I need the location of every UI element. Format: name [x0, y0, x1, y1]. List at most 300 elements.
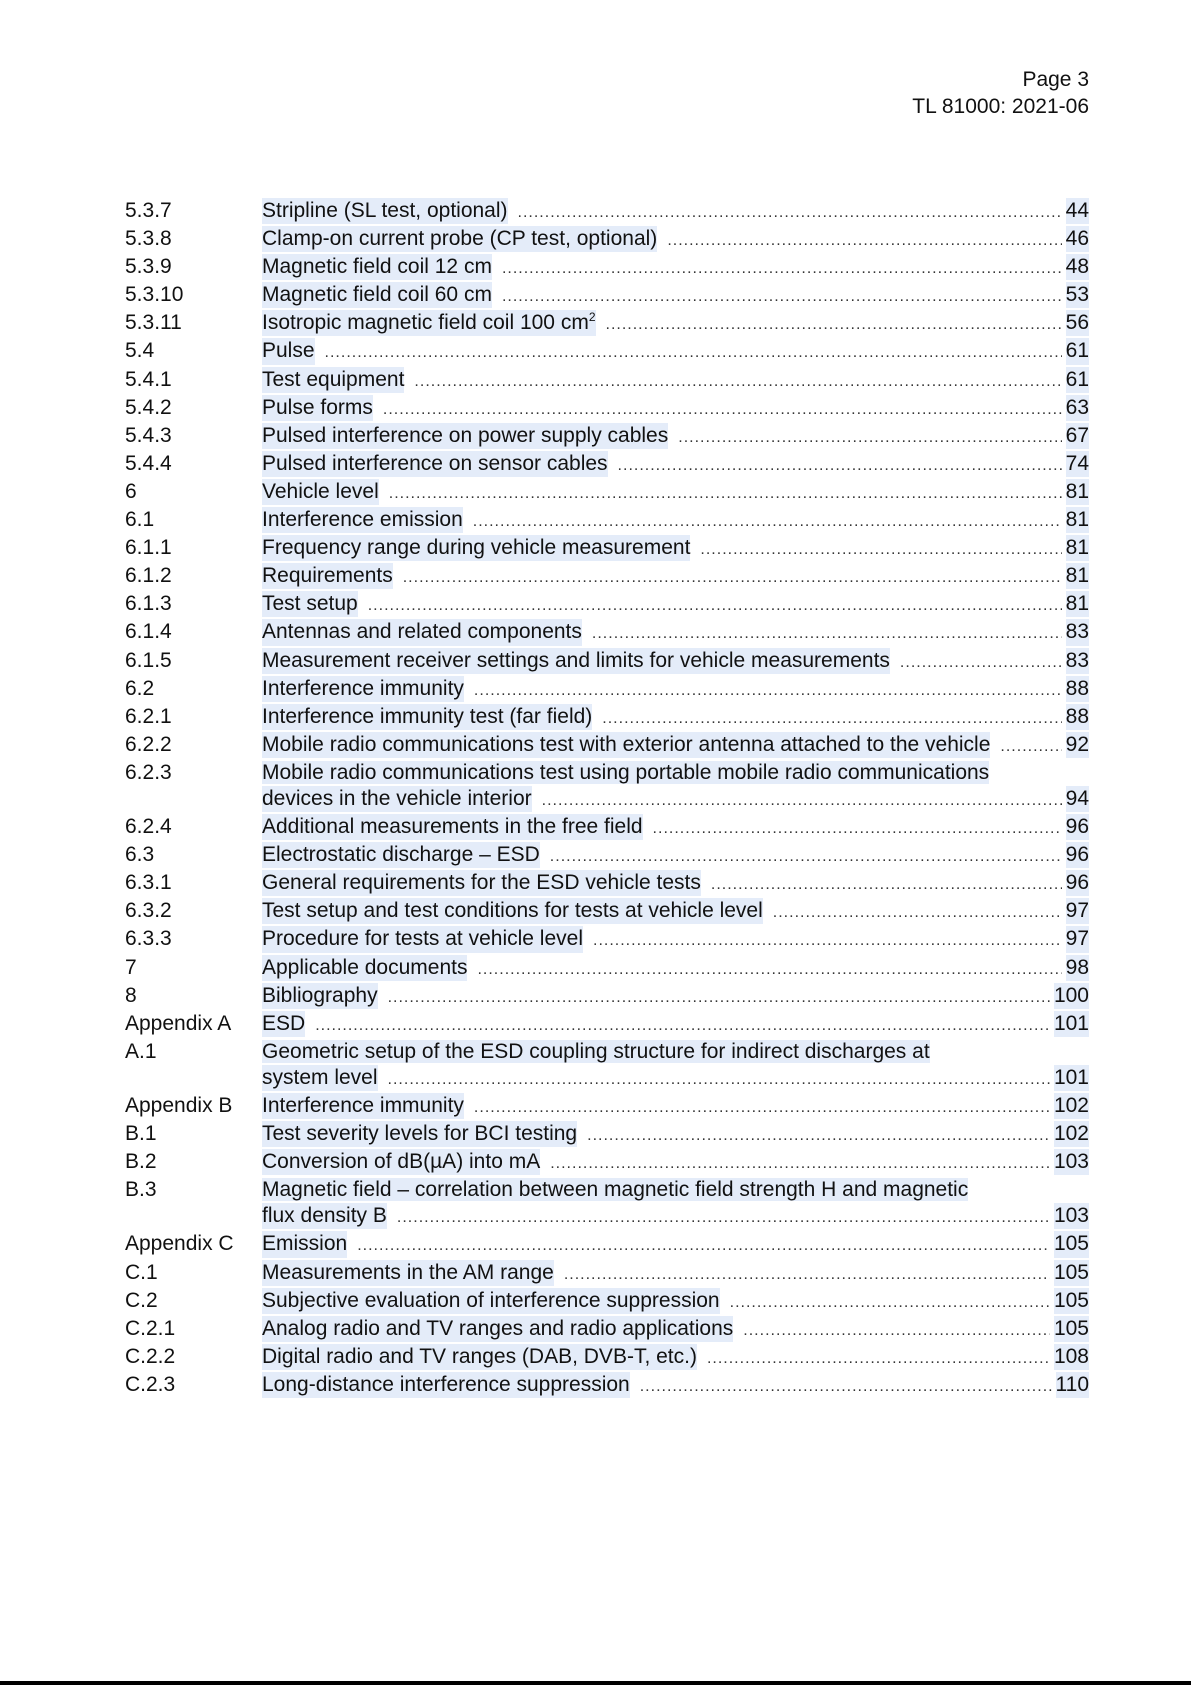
toc-entry[interactable]	[125, 395, 1089, 423]
toc-section-number: 6.1.3	[125, 592, 172, 616]
toc-entry[interactable]	[125, 760, 1089, 814]
toc-entry[interactable]	[125, 1260, 1089, 1288]
toc-title[interactable]	[262, 423, 668, 449]
toc-title[interactable]	[262, 395, 373, 421]
toc-entry[interactable]	[125, 479, 1089, 507]
toc-entry-body	[262, 732, 1089, 760]
toc-entry[interactable]	[125, 423, 1089, 451]
toc-section-number: 5.4.3	[125, 423, 172, 447]
toc-entry[interactable]	[125, 367, 1089, 395]
toc-entry[interactable]	[125, 1177, 1089, 1231]
toc-title-text: Frequency range during vehicle measurement	[262, 536, 691, 560]
toc-line	[262, 1011, 1089, 1039]
toc-title-text: Measurements in the AM range	[262, 1260, 554, 1284]
toc-title[interactable]	[262, 870, 701, 896]
toc-title-text: Clamp-on current probe (CP test, optional)	[262, 227, 658, 251]
toc-page-number[interactable]: 110	[1056, 1372, 1089, 1398]
toc-title[interactable]	[262, 1316, 733, 1342]
toc-title[interactable]	[262, 814, 643, 840]
toc-dot-leader	[502, 284, 1062, 310]
toc-title-first-line	[262, 760, 1089, 786]
toc-title-text: Antennas and related components	[262, 620, 582, 644]
toc-title-first-line	[262, 1177, 1089, 1203]
toc-section-number: 6.3	[125, 843, 155, 867]
toc-title[interactable]	[262, 535, 690, 561]
toc-entry-body	[262, 814, 1089, 842]
toc-dot-leader	[700, 537, 1061, 563]
toc-dot-leader	[550, 844, 1062, 870]
toc-entry[interactable]	[125, 1011, 1089, 1039]
toc-entry[interactable]	[125, 254, 1089, 282]
toc-title-text: Pulsed interference on power supply cables	[262, 423, 669, 447]
toc-line	[262, 926, 1089, 954]
toc-title-text: Interference emission	[262, 508, 463, 532]
toc-section-number: 6.3.2	[125, 899, 172, 923]
toc-dot-leader	[403, 565, 1062, 591]
toc-entry-body	[262, 282, 1089, 310]
toc-entry-body	[262, 226, 1089, 254]
toc-dot-leader	[707, 1346, 1050, 1372]
toc-section-number: 6.2.2	[125, 732, 172, 756]
toc-entry-body	[262, 1149, 1089, 1177]
toc-dot-leader	[730, 1290, 1050, 1316]
toc-title[interactable]	[262, 1260, 554, 1286]
toc-entry[interactable]	[125, 704, 1089, 732]
toc-page-number[interactable]: 98	[1066, 955, 1089, 981]
toc-title-text: Pulse forms	[262, 395, 373, 419]
toc-page-number[interactable]: 96	[1066, 842, 1089, 868]
toc-section-number: 6	[125, 479, 137, 503]
toc-entry[interactable]	[125, 282, 1089, 310]
toc-dot-leader	[388, 985, 1050, 1011]
toc-section-number: 6.1.1	[125, 536, 172, 560]
toc-section-number: B.3	[125, 1178, 157, 1202]
toc-page-number[interactable]: 56	[1066, 310, 1089, 336]
toc-entry[interactable]	[125, 535, 1089, 563]
toc-line	[262, 870, 1089, 898]
toc-line	[262, 507, 1089, 535]
toc-entry[interactable]	[125, 591, 1089, 619]
toc-title[interactable]	[262, 1011, 305, 1037]
toc-page-number[interactable]: 94	[1066, 786, 1089, 812]
toc-title[interactable]	[262, 676, 464, 702]
toc-page-number[interactable]: 102	[1054, 1121, 1089, 1147]
toc-entry-body	[262, 676, 1089, 704]
toc-page-number[interactable]: 105	[1054, 1260, 1089, 1286]
toc-dot-leader	[397, 1205, 1050, 1231]
toc-entry-body	[262, 1177, 1089, 1231]
toc-section-number: B.2	[125, 1150, 157, 1174]
toc-page-number[interactable]: 97	[1066, 926, 1089, 952]
toc-title-text: Applicable documents	[262, 955, 468, 979]
toc-dot-leader	[564, 1262, 1050, 1288]
toc-dot-leader	[518, 200, 1062, 226]
toc-line	[262, 814, 1089, 842]
toc-title-text: Long-distance interference suppression	[262, 1372, 630, 1396]
toc-title-text: Test equipment	[262, 367, 405, 391]
toc-title-text: Test setup and test conditions for tests at vehicle level	[262, 899, 763, 923]
toc-dot-leader	[587, 1123, 1050, 1149]
toc-title-text: Measurement receiver settings and limits for vehicle measurements	[262, 648, 890, 672]
toc-dot-leader	[542, 788, 1062, 814]
toc-entry[interactable]	[125, 310, 1089, 338]
toc-page-number[interactable]: 74	[1066, 451, 1089, 477]
toc-title-text: Test severity levels for BCI testing	[262, 1122, 578, 1146]
toc-section-number: A.1	[125, 1039, 157, 1063]
toc-title-text: Pulse	[262, 339, 315, 363]
toc-section-number: 5.3.9	[125, 255, 172, 279]
toc-line	[262, 563, 1089, 591]
toc-line	[262, 983, 1089, 1011]
toc-line	[262, 898, 1089, 926]
toc-dot-leader	[667, 228, 1061, 254]
toc-title[interactable]	[262, 1372, 630, 1398]
toc-page-number[interactable]: 97	[1066, 898, 1089, 924]
toc-section-number: 6.2.4	[125, 815, 172, 839]
toc-entry-body	[262, 1093, 1089, 1121]
toc-title-text: system level	[262, 1065, 378, 1089]
toc-section-number: 5.4.4	[125, 451, 172, 475]
toc-page-number[interactable]: 46	[1066, 226, 1089, 252]
toc-line	[262, 282, 1089, 310]
toc-section-number: 5.3.8	[125, 227, 172, 251]
toc-entry-body	[262, 1039, 1089, 1093]
toc-entry-body	[262, 198, 1089, 226]
toc-line	[262, 1065, 1089, 1093]
toc-entry-body	[262, 254, 1089, 282]
toc-line	[262, 451, 1089, 479]
toc-section-number: 5.3.7	[125, 199, 172, 222]
toc-entry-body	[262, 898, 1089, 926]
toc-entry[interactable]	[125, 648, 1089, 676]
toc-title-text: ESD	[262, 1011, 306, 1035]
toc-title-text: flux density B	[262, 1204, 387, 1228]
toc-page-number[interactable]: 67	[1066, 423, 1089, 449]
toc-section-number: 6.3.1	[125, 871, 172, 895]
toc-dot-leader	[593, 928, 1062, 954]
toc-dot-leader	[678, 425, 1061, 451]
toc-entry[interactable]	[125, 842, 1089, 870]
toc-section-number: 6.1.5	[125, 648, 172, 672]
toc-title-text: Emission	[262, 1232, 348, 1256]
toc-line	[262, 1093, 1089, 1121]
toc-entry-body	[262, 1011, 1089, 1039]
toc-entry[interactable]	[125, 1372, 1089, 1400]
toc-entry[interactable]	[125, 926, 1089, 954]
toc-line	[262, 310, 1089, 338]
toc-entry[interactable]	[125, 814, 1089, 842]
toc-page-number[interactable]: 61	[1066, 367, 1089, 393]
toc-entry[interactable]	[125, 1149, 1089, 1177]
toc-page-number[interactable]: 100	[1054, 983, 1089, 1009]
toc-page-number[interactable]: 101	[1054, 1065, 1089, 1091]
toc-title[interactable]	[262, 786, 532, 812]
toc-title-text: Procedure for tests at vehicle level	[262, 927, 583, 951]
toc-dot-leader	[602, 706, 1061, 732]
toc-line	[262, 395, 1089, 423]
toc-dot-leader	[618, 453, 1062, 479]
toc-title-first-line-text[interactable]: Geometric setup of the ESD coupling structure for indirect discharges at	[262, 1039, 930, 1063]
toc-title[interactable]	[262, 842, 540, 868]
toc-line	[262, 198, 1089, 226]
toc-dot-leader	[711, 872, 1062, 898]
toc-dot-leader	[502, 256, 1062, 282]
toc-title[interactable]	[262, 282, 492, 308]
toc-title[interactable]	[262, 310, 596, 336]
toc-entry[interactable]	[125, 1231, 1089, 1259]
toc-line	[262, 423, 1089, 451]
toc-page-number[interactable]: 48	[1066, 254, 1089, 280]
toc-page-number[interactable]: 83	[1066, 619, 1089, 645]
toc-entry-body	[262, 507, 1089, 535]
toc-entry[interactable]	[125, 898, 1089, 926]
toc-dot-leader	[550, 1151, 1050, 1177]
toc-entry[interactable]	[125, 676, 1089, 704]
document-id: TL 81000: 2021-06	[912, 95, 1089, 118]
toc-entry[interactable]	[125, 955, 1089, 983]
toc-title[interactable]	[262, 254, 492, 280]
toc-line	[262, 648, 1089, 676]
toc-entry-body	[262, 704, 1089, 732]
toc-line	[262, 1288, 1089, 1316]
toc-title[interactable]	[262, 619, 582, 645]
toc-title-text: Conversion of dB(µA) into mA	[262, 1150, 541, 1174]
toc-title[interactable]	[262, 1344, 697, 1370]
toc-entry-body	[262, 870, 1089, 898]
toc-dot-leader	[653, 816, 1062, 842]
toc-page-number[interactable]: 102	[1054, 1093, 1089, 1119]
toc-dot-leader	[368, 593, 1062, 619]
toc-line	[262, 704, 1089, 732]
toc-title-text: Vehicle level	[262, 479, 379, 503]
toc-entry-body	[262, 1260, 1089, 1288]
toc-entry-body	[262, 983, 1089, 1011]
toc-line	[262, 1231, 1089, 1259]
toc-title[interactable]	[262, 898, 763, 924]
toc-title[interactable]	[262, 507, 463, 533]
toc-title[interactable]	[262, 563, 393, 589]
toc-page-number[interactable]: 96	[1066, 814, 1089, 840]
toc-title[interactable]	[262, 479, 379, 505]
toc-line	[262, 732, 1089, 760]
toc-dot-leader	[315, 1013, 1050, 1039]
toc-section-number: Appendix C	[125, 1232, 234, 1256]
table-of-contents	[125, 198, 1089, 1400]
page-header	[912, 66, 1089, 120]
toc-page-number[interactable]: 101	[1054, 1011, 1089, 1037]
toc-page-number[interactable]: 88	[1066, 676, 1089, 702]
toc-title[interactable]	[262, 1288, 720, 1314]
toc-section-number: 5.4	[125, 339, 155, 363]
toc-title[interactable]	[262, 1231, 347, 1257]
toc-title-text: Subjective evaluation of interference suppression	[262, 1288, 720, 1312]
toc-page-number[interactable]: 108	[1054, 1344, 1089, 1370]
toc-title[interactable]	[262, 983, 378, 1009]
toc-entry-body	[262, 451, 1089, 479]
toc-line	[262, 226, 1089, 254]
toc-entry[interactable]	[125, 507, 1089, 535]
toc-entry-body	[262, 367, 1089, 395]
toc-line	[262, 786, 1089, 814]
toc-page-number[interactable]: 105	[1054, 1316, 1089, 1342]
toc-title[interactable]	[262, 926, 583, 952]
toc-entry[interactable]	[125, 451, 1089, 479]
toc-page-number[interactable]: 81	[1066, 535, 1089, 561]
toc-entry-body	[262, 423, 1089, 451]
toc-line	[262, 254, 1089, 282]
toc-title-text: Interference immunity	[262, 676, 464, 700]
toc-title-text: Test setup	[262, 592, 358, 616]
toc-page-number[interactable]: 81	[1066, 563, 1089, 589]
toc-line	[262, 479, 1089, 507]
toc-title[interactable]	[262, 648, 890, 674]
toc-title-text: Digital radio and TV ranges (DAB, DVB-T, etc.)	[262, 1344, 697, 1368]
toc-entry[interactable]	[125, 1316, 1089, 1344]
toc-line	[262, 842, 1089, 870]
toc-entry-body	[262, 1288, 1089, 1316]
toc-entry[interactable]	[125, 226, 1089, 254]
toc-page-number[interactable]: 92	[1066, 732, 1089, 758]
toc-section-number: C.2	[125, 1288, 158, 1312]
toc-entry-body	[262, 1344, 1089, 1372]
toc-dot-leader	[357, 1233, 1050, 1259]
toc-dot-leader	[414, 369, 1061, 395]
toc-section-number: B.1	[125, 1122, 157, 1146]
toc-page-number[interactable]: 88	[1066, 704, 1089, 730]
toc-line	[262, 535, 1089, 563]
toc-line	[262, 1260, 1089, 1288]
toc-page-number[interactable]: 81	[1066, 591, 1089, 617]
toc-entry-body	[262, 479, 1089, 507]
toc-title[interactable]	[262, 451, 608, 477]
toc-title-text: Isotropic magnetic field coil 100 cm	[262, 311, 589, 335]
toc-dot-leader	[474, 678, 1062, 704]
toc-dot-leader	[640, 1374, 1052, 1400]
toc-title-text: Pulsed interference on sensor cables	[262, 451, 608, 475]
toc-entry-body	[262, 310, 1089, 338]
toc-title-text: Additional measurements in the free field	[262, 815, 643, 839]
toc-line	[262, 1203, 1089, 1231]
toc-entry-body	[262, 591, 1089, 619]
toc-entry[interactable]	[125, 732, 1089, 760]
toc-dot-leader	[773, 900, 1062, 926]
toc-title[interactable]	[262, 732, 990, 758]
toc-entry[interactable]	[125, 1093, 1089, 1121]
toc-dot-leader	[743, 1318, 1050, 1344]
toc-page-number[interactable]: 61	[1066, 338, 1089, 364]
toc-title[interactable]	[262, 1203, 387, 1229]
toc-entry-body	[262, 338, 1089, 366]
toc-entry[interactable]	[125, 198, 1089, 226]
toc-section-number: 8	[125, 983, 137, 1007]
toc-section-number: Appendix B	[125, 1094, 233, 1117]
toc-title[interactable]	[262, 226, 657, 252]
toc-dot-leader	[389, 481, 1062, 507]
toc-section-number: 5.4.2	[125, 395, 172, 419]
toc-title[interactable]	[262, 1149, 540, 1175]
toc-page-number[interactable]: 105	[1054, 1231, 1089, 1257]
toc-entry[interactable]	[125, 338, 1089, 366]
toc-title[interactable]	[262, 1093, 464, 1119]
toc-page-number[interactable]: 83	[1066, 648, 1089, 674]
toc-title[interactable]	[262, 198, 508, 224]
toc-page-number[interactable]: 53	[1066, 282, 1089, 308]
toc-dot-leader	[474, 1095, 1050, 1121]
toc-line	[262, 1149, 1089, 1177]
toc-page-number[interactable]: 103	[1054, 1149, 1089, 1175]
toc-dot-leader	[1000, 734, 1061, 760]
toc-line	[262, 338, 1089, 366]
toc-line	[262, 676, 1089, 704]
toc-line	[262, 591, 1089, 619]
toc-title-text: Magnetic field coil 12 cm	[262, 255, 492, 279]
toc-title-first-line-text[interactable]: Mobile radio communications test using portable mobile radio communications	[262, 760, 990, 784]
toc-page-number[interactable]: 96	[1066, 870, 1089, 896]
toc-entry[interactable]	[125, 619, 1089, 647]
toc-title-text: Analog radio and TV ranges and radio applications	[262, 1316, 734, 1340]
toc-section-number: 6.2.1	[125, 704, 172, 728]
toc-title[interactable]	[262, 955, 467, 981]
toc-entry[interactable]	[125, 1344, 1089, 1372]
toc-title[interactable]	[262, 1121, 577, 1147]
toc-page-number[interactable]: 103	[1054, 1203, 1089, 1229]
toc-entry[interactable]	[125, 1288, 1089, 1316]
toc-entry-body	[262, 760, 1089, 814]
toc-dot-leader	[388, 1067, 1050, 1093]
toc-line	[262, 1344, 1089, 1372]
toc-section-number: C.2.3	[125, 1372, 176, 1396]
toc-title[interactable]	[262, 338, 315, 364]
toc-page-number[interactable]: 63	[1066, 395, 1089, 421]
toc-title-superscript: 2	[588, 310, 596, 325]
toc-page-number[interactable]: 105	[1054, 1288, 1089, 1314]
toc-title-text: Magnetic field coil 60 cm	[262, 283, 492, 307]
toc-entry[interactable]	[125, 563, 1089, 591]
toc-title-text: devices in the vehicle interior	[262, 786, 532, 810]
toc-section-number: 5.3.10	[125, 283, 184, 307]
toc-page-number[interactable]: 81	[1066, 479, 1089, 505]
toc-section-number: 6.2.3	[125, 760, 172, 784]
toc-entry[interactable]	[125, 1039, 1089, 1093]
toc-title-text: Interference immunity	[262, 1094, 464, 1117]
bottom-rule	[0, 1681, 1191, 1685]
toc-title[interactable]	[262, 1065, 378, 1091]
toc-title-text: General requirements for the ESD vehicle tests	[262, 871, 701, 895]
toc-entry-body	[262, 1316, 1089, 1344]
toc-entry-body	[262, 926, 1089, 954]
toc-section-number: 6.1	[125, 508, 155, 532]
toc-title[interactable]	[262, 704, 592, 730]
toc-page-number[interactable]: 81	[1066, 507, 1089, 533]
toc-page-number[interactable]: 44	[1066, 198, 1089, 224]
toc-line	[262, 1121, 1089, 1149]
toc-title-first-line-text[interactable]: Magnetic field – correlation between magnetic field strength H and magnetic	[262, 1178, 969, 1202]
toc-dot-leader	[592, 621, 1062, 647]
toc-title[interactable]	[262, 591, 358, 617]
toc-section-number: 6.1.4	[125, 620, 172, 644]
toc-title[interactable]	[262, 367, 404, 393]
toc-dot-leader	[473, 509, 1062, 535]
toc-entry[interactable]	[125, 983, 1089, 1011]
toc-section-number: 6.3.3	[125, 927, 172, 951]
toc-entry-body	[262, 842, 1089, 870]
toc-entry-body	[262, 1372, 1089, 1400]
toc-section-number: C.2.1	[125, 1316, 176, 1340]
toc-section-number: 5.4.1	[125, 367, 172, 391]
toc-entry[interactable]	[125, 870, 1089, 898]
toc-entry[interactable]	[125, 1121, 1089, 1149]
toc-line	[262, 367, 1089, 395]
